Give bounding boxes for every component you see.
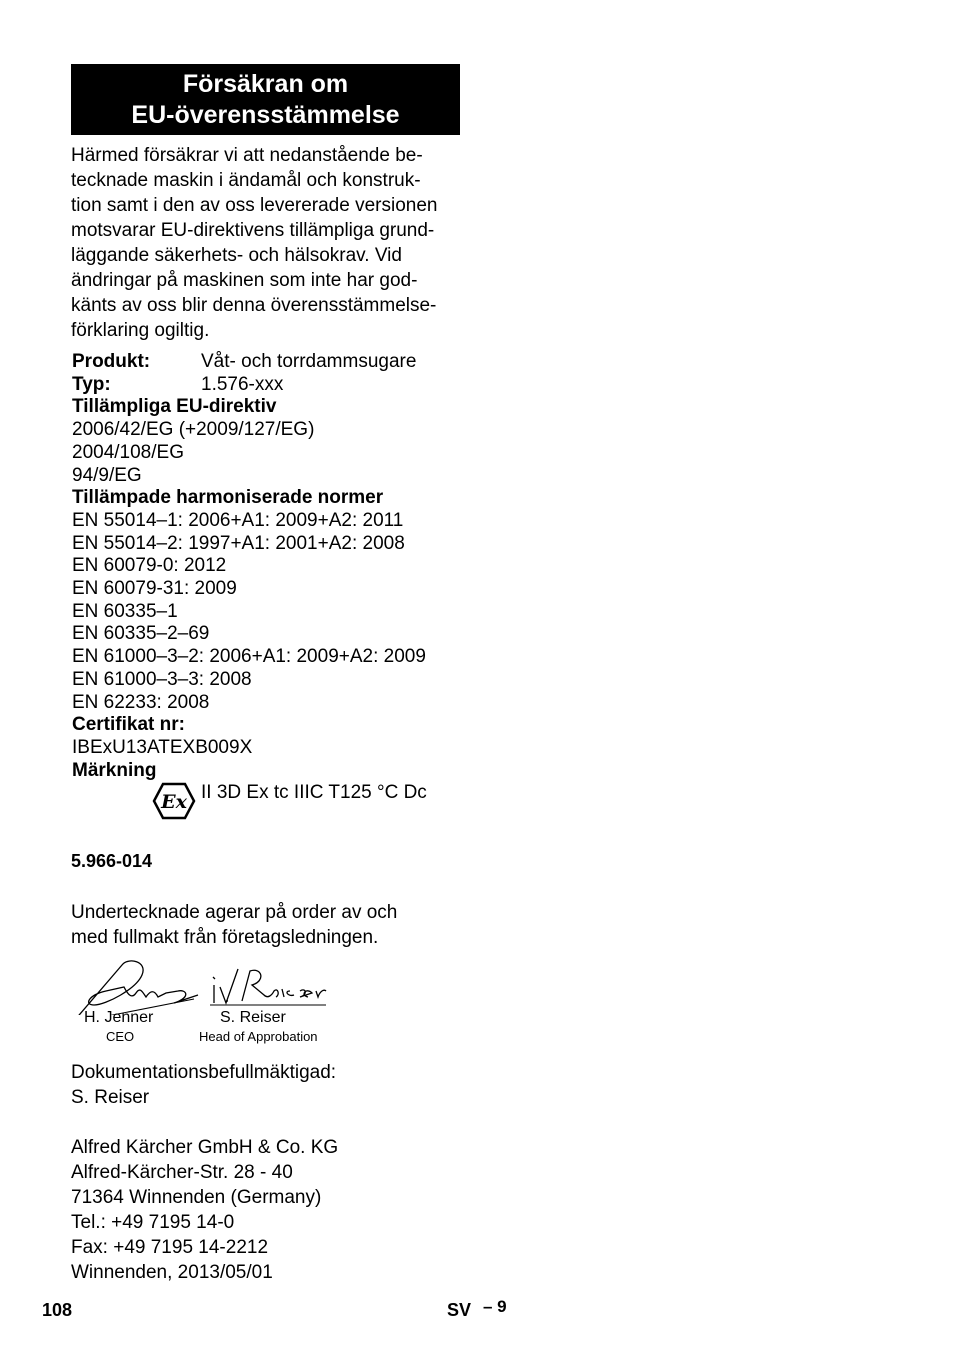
intro-line: motsvarar EU-direktivens tillämpliga grund- — [71, 220, 435, 241]
standard-item: EN 60335–2–69 — [72, 623, 210, 645]
signed-line: Undertecknade agerar på order av och — [71, 902, 398, 923]
intro-line: läggande säkerhets- och hälsokrav. Vid — [71, 245, 402, 266]
signatory-2-name: S. Reiser — [220, 1009, 286, 1026]
address-line: Tel.: +49 7195 14-0 — [71, 1212, 235, 1233]
standard-item: EN 55014–1: 2006+A1: 2009+A2: 2011 — [72, 509, 404, 531]
product-value: Våt- och torrdammsugare — [201, 351, 417, 372]
company-address — [71, 1135, 338, 1285]
intro-paragraph — [71, 143, 466, 343]
section-page-number: – 9 — [483, 1297, 507, 1316]
standard-item: EN 62233: 2008 — [72, 691, 210, 713]
standard-item: EN 61000–3–3: 2008 — [72, 668, 252, 690]
directive-item: 2004/108/EG — [72, 441, 184, 463]
marking-row — [72, 782, 492, 822]
intro-line: förklaring ogiltig. — [71, 320, 210, 341]
directive-item: 94/9/EG — [72, 464, 142, 486]
address-line: Fax: +49 7195 14-2212 — [71, 1237, 269, 1258]
type-row — [72, 374, 492, 397]
address-line: 71364 Winnenden (Germany) — [71, 1187, 322, 1208]
doc-rep-label: Dokumentationsbefullmäktigad: — [71, 1062, 337, 1083]
page-title-line-2: EU-överensstämmelse — [131, 100, 400, 129]
standard-item: EN 60335–1 — [72, 600, 178, 622]
marking-heading: Märkning — [72, 759, 157, 781]
standards-heading: Tillämpade harmoniserade normer — [72, 487, 384, 509]
intro-line: ändringar på maskinen som inte har god- — [71, 270, 418, 291]
type-value: 1.576-xxx — [201, 373, 284, 395]
part-number: 5.966-014 — [71, 851, 153, 871]
documentation-representative — [71, 1060, 336, 1110]
page-number: 108 — [42, 1300, 73, 1320]
language-code: SV — [447, 1300, 472, 1320]
intro-line: känts av oss blir denna överensstämmelse- — [71, 295, 437, 316]
directive-item: 2006/42/EG (+2009/127/EG) — [72, 419, 315, 441]
address-line: Winnenden, 2013/05/01 — [71, 1262, 273, 1283]
intro-line: Härmed försäkrar vi att nedanstående be- — [71, 145, 423, 166]
type-label: Typ: — [72, 373, 111, 395]
svg-text:Ex: Ex — [161, 791, 187, 814]
certificate-value: IBExU13ATEXB009X — [72, 736, 253, 758]
intro-line: tion samt i den av oss levererade versionen — [71, 195, 438, 216]
address-line: Alfred Kärcher GmbH & Co. KG — [71, 1137, 339, 1158]
page-title-line-1: Försäkran om — [182, 69, 349, 98]
signatory-1-role: CEO — [106, 1029, 135, 1044]
signatory-2-role: Head of Approbation — [199, 1029, 318, 1044]
standard-item: EN 55014–2: 1997+A1: 2001+A2: 2008 — [72, 532, 405, 554]
ex-hexagon-icon — [152, 782, 196, 820]
page-title — [71, 64, 460, 135]
standard-item: EN 60079-0: 2012 — [72, 555, 227, 577]
signed-statement — [71, 900, 471, 950]
intro-line: tecknade maskin i ändamål och konstruk- — [71, 170, 421, 191]
signatory-1-name: H. Jenner — [84, 1009, 154, 1026]
marking-value: II 3D Ex tc IIIC T125 °C Dc — [201, 782, 427, 804]
standard-item: EN 61000–3–2: 2006+A1: 2009+A2: 2009 — [72, 646, 426, 668]
product-row — [72, 351, 492, 374]
certificate-heading: Certifikat nr: — [72, 714, 185, 736]
signed-line: med fullmakt från företagsledningen. — [71, 927, 379, 948]
address-line: Alfred-Kärcher-Str. 28 - 40 — [71, 1162, 293, 1183]
directives-heading: Tillämpliga EU-direktiv — [72, 396, 277, 418]
product-label: Produkt: — [72, 351, 151, 372]
standard-item: EN 60079-31: 2009 — [72, 578, 237, 600]
doc-rep-name: S. Reiser — [71, 1087, 150, 1108]
spec-block — [72, 351, 492, 822]
handwritten-signatures — [66, 955, 346, 1015]
signature-area — [66, 955, 346, 1050]
